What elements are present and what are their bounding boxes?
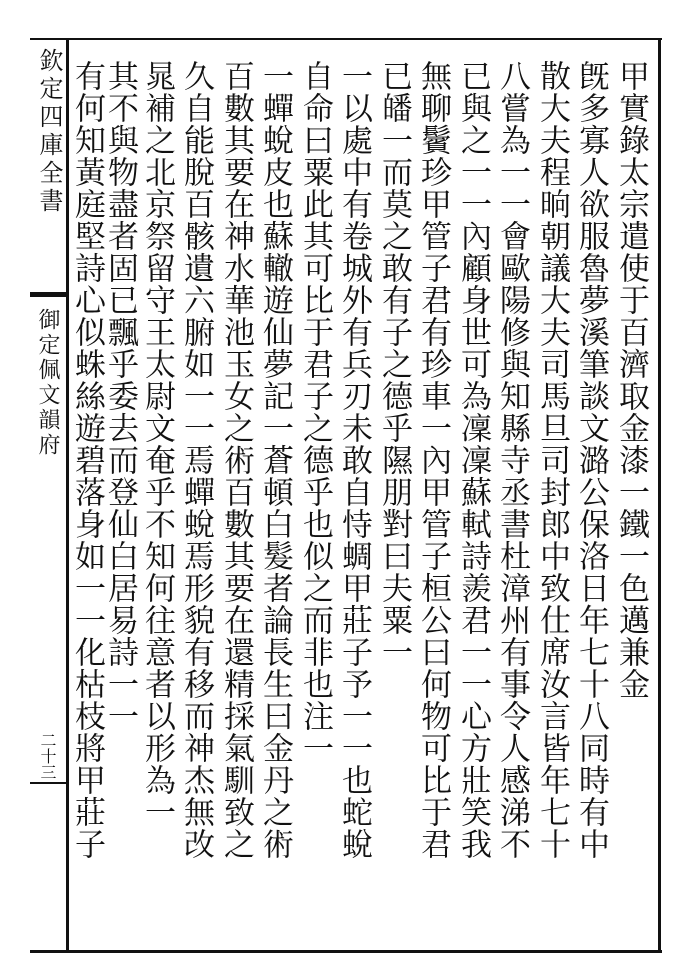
text-column-3: 散大夫程晌朝議大夫司馬旦司封郎中致仕席汝言皆年七十: [534, 60, 570, 860]
text-column-12: 久自能脫百骸遺六腑如一一焉蟬蛻焉形貌有移而神杰無改: [178, 60, 214, 860]
margin-title: 欽定四庫全書: [35, 48, 63, 216]
text-column-2: 旣多寡人欲服魯夢溪筆談文潞公保洛日年七十八同時有中: [573, 60, 609, 860]
text-column-5: 已與之一一內顧身世可為凜凜蘇軾詩羨君一一心方壯笑我: [455, 60, 491, 860]
text-column-10: 一蟬蛻皮也蘇轍遊仙夢記一蒼頓白髮者論長生曰金丹之術: [257, 60, 293, 860]
text-column-8: 一以處中有卷城外有兵刃未敢自恃蜩甲莊子予一一也蛇蛻: [336, 60, 372, 860]
text-column-13: 晁補之北京祭留守王太尉文奄乎不知何往意者以形為一: [139, 60, 175, 828]
text-column-14: 其不與物盡者固已飄乎委去而登仙白居易詩一一: [102, 60, 138, 732]
text-column-4: 八嘗為一一會歐陽修與知縣寺丞書杜漳州有事令人感涕不: [494, 60, 530, 860]
text-column-6: 無聊鬢珍甲管子君有珍車一內甲管子桓公曰何物可比于君: [415, 60, 451, 860]
margin-fishtail: [30, 292, 66, 297]
frame-top-border: [30, 38, 662, 40]
text-column-15: 有何知黃庭堅詩心似蛛絲遊碧落身如一一化枯枝將甲莊子: [69, 60, 105, 860]
text-column-7: 已皤一而莫之敢有子之德乎隰朋對曰夫粟一: [376, 60, 412, 668]
text-column-1: 甲實錄太宗遣使于百濟取金漆一鐵一色邁兼金: [613, 60, 649, 700]
margin-page-mark: [30, 782, 66, 784]
margin-book-title: 御定佩文韻府: [35, 308, 60, 458]
text-column-9: 自命曰粟此其可比于君子之德乎也似之而非也注一: [297, 60, 333, 764]
frame-bottom-border: [30, 950, 662, 953]
margin-page-number: 二十三: [38, 732, 57, 780]
frame-right-border: [658, 38, 661, 953]
text-column-11: 百數其要在神水華池玉女之術百數其要在還精採氣馴致之: [218, 60, 254, 860]
